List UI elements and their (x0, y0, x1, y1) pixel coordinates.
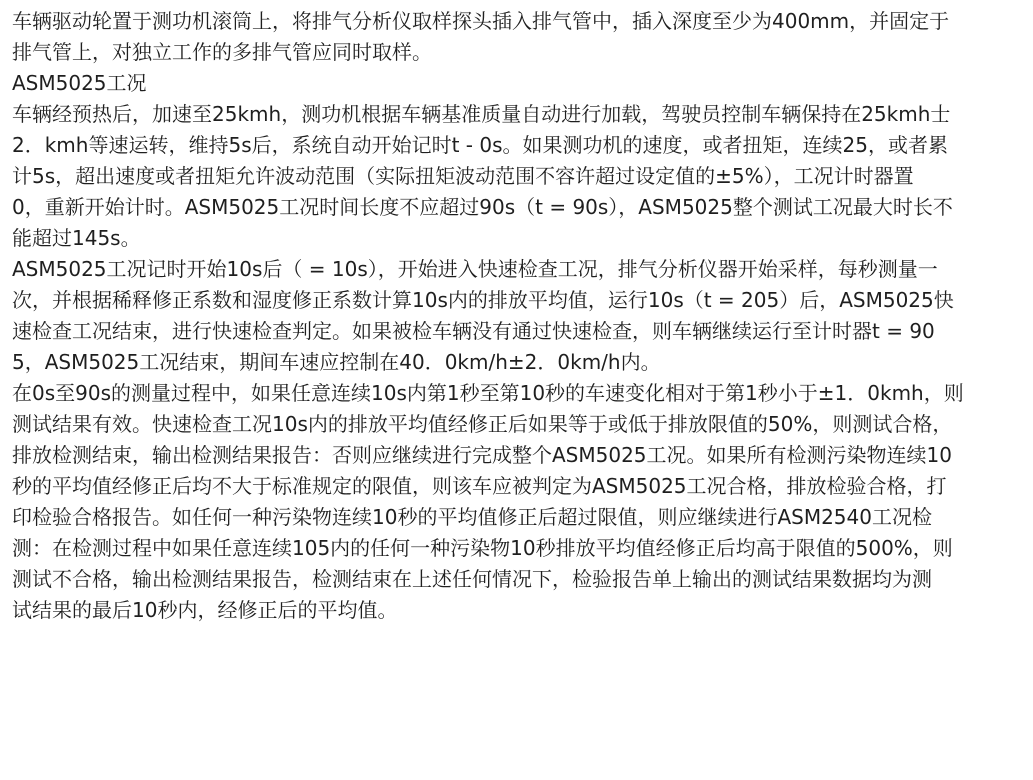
text-line: 秒的平均值经修正后均不大于标准规定的限值，则该车应被判定为ASM5025工况合格，排放检验合格，打 (12, 474, 947, 498)
text-line: 在0s至90s的测量过程中，如果任意连续10s内第1秒至第10秒的车速变化相对于第1秒小于±1．0kmh，则 (12, 381, 964, 405)
paragraph-asm5025-heading (12, 68, 1028, 99)
paragraph-asm5025-procedure (12, 99, 1028, 254)
text-line: 计5s，超出速度或者扭矩允许波动范围（实际扭矩波动范围不容许超过设定值的±5%），工况计时器置 (12, 164, 914, 188)
text-line: 排气管上，对独立工作的多排气管应同时取样。 (12, 40, 432, 64)
text-line: 测试不合格，输出检测结果报告，检测结束在上述任何情况下，检验报告单上输出的测试结果数据均为测 (12, 567, 932, 591)
text-line: 印检验合格报告。如任何一种污染物连续10秒的平均值修正后超过限值，则应继续进行ASM2540工况检 (12, 505, 932, 529)
document-body (12, 6, 1028, 626)
text-line: 0，重新开始计时。ASM5025工况时间长度不应超过90s（t = 90s），ASM5025整个测试工况最大时长不 (12, 195, 953, 219)
text-line: 测试结果有效。快速检查工况10s内的排放平均值经修正后如果等于或低于排放限值的50%，则测试合格， (12, 412, 953, 436)
text-line: 2．kmh等速运转，维持5s后，系统自动开始记时t - 0s。如果测功机的速度，或者扭矩，连续25，或者累 (12, 133, 948, 157)
text-line: 试结果的最后10秒内，经修正后的平均值。 (12, 598, 398, 622)
text-line: 5，ASM5025工况结束，期间车速应控制在40．0km/h±2．0km/h内。 (12, 350, 661, 374)
text-line: 排放检测结束，输出检测结果报告：否则应继续进行完成整个ASM5025工况。如果所有检测污染物连续10 (12, 443, 952, 467)
text-line: 车辆驱动轮置于测功机滚筒上，将排气分析仪取样探头插入排气管中，插入深度至少为400mm，并固定于 (12, 9, 950, 33)
text-line: 次，并根据稀释修正系数和湿度修正系数计算10s内的排放平均值，运行10s（t = 205）后，ASM5025快 (12, 288, 954, 312)
paragraph-result-judgement (12, 378, 1028, 626)
text-line: 车辆经预热后，加速至25kmh，测功机根据车辆基准质量自动进行加载，驾驶员控制车辆保持在25kmh士 (12, 102, 951, 126)
text-line: ASM5025工况记时开始10s后（ = 10s），开始进入快速检查工况，排气分析仪器开始采样，每秒测量一 (12, 257, 938, 281)
paragraph-fast-check (12, 254, 1028, 378)
paragraph-sampling-probe (12, 6, 1028, 68)
text-line: 能超过145s。 (12, 226, 141, 250)
text-line: 速检查工况结束，进行快速检查判定。如果被检车辆没有通过快速检查，则车辆继续运行至计时器t = 90 (12, 319, 935, 343)
text-line: 测：在检测过程中如果任意连续105内的任何一种污染物10秒排放平均值经修正后均高于限值的500%，则 (12, 536, 953, 560)
section-heading: ASM5025工况 (12, 71, 147, 95)
